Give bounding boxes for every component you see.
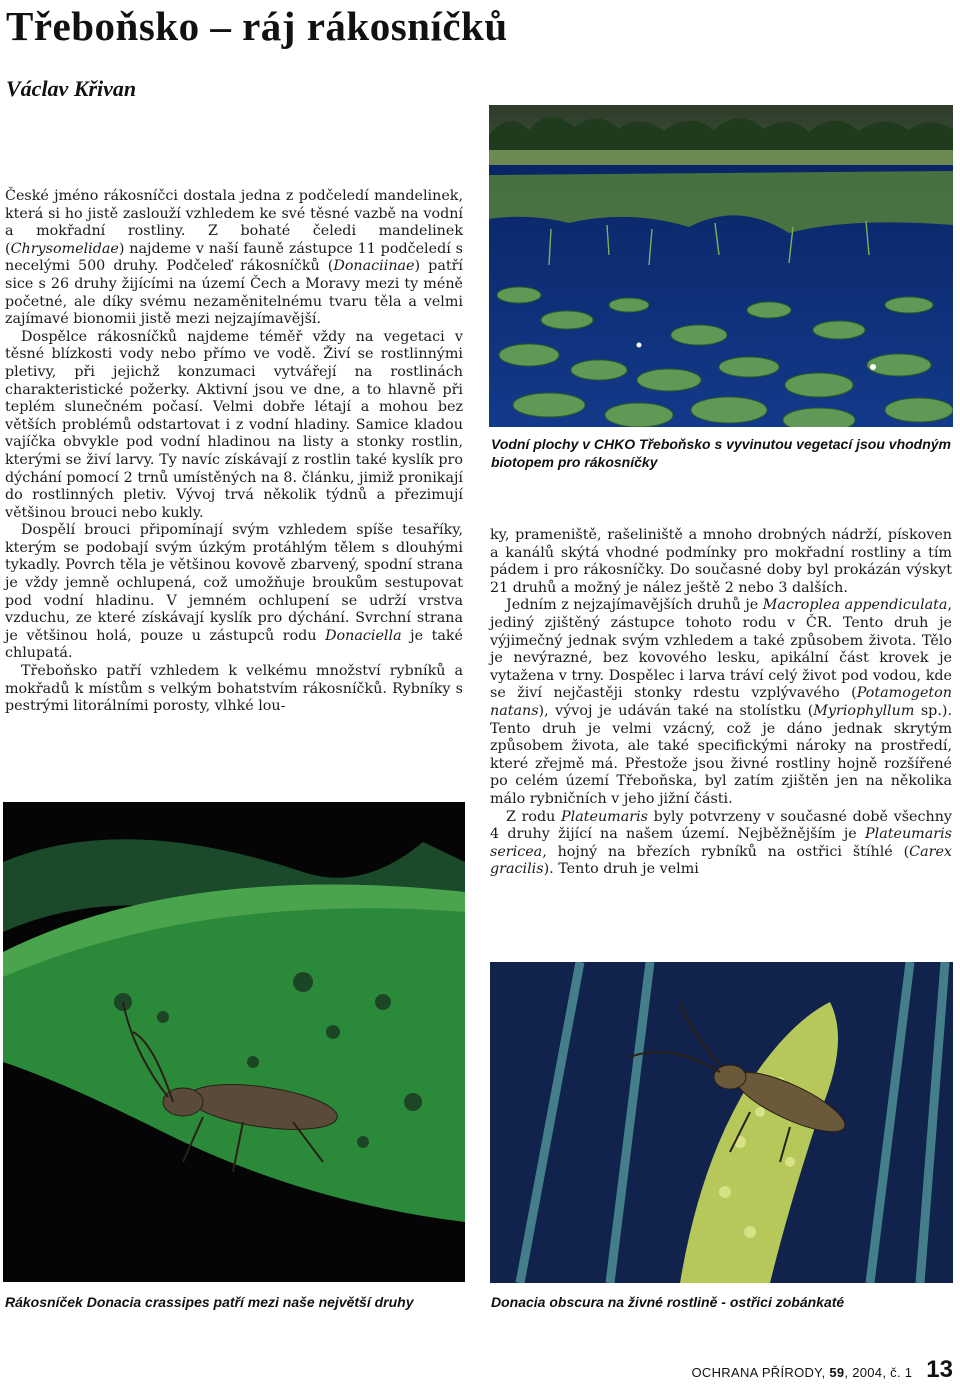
latin-name: Macroplea appendiculata (762, 597, 948, 614)
latin-name: Myriophyllum (813, 702, 915, 719)
photo-donacia-obscura (490, 962, 953, 1283)
article-paragraph: Třeboňsko patří vzhledem k velkému množství rybníků a mokřadů k místům s velkým bohatstvím rákosníčků. Rybníky s pestrými litorálními porosty, vlhké lou- (5, 663, 463, 715)
body-column-left (5, 188, 463, 716)
article-paragraph: ky, prameniště, rašeliniště a mnoho drobných nádrží, pískoven a kanálů skýtá vhodné podmínky pro mokřadní rostliny a tím pádem i pro rákosníčky. Do současné doby byl prokázán výskyt 21 druhů a možný je nález ještě 2 nebo 3 dalších. (490, 527, 952, 596)
article-paragraph: Jedním z nejzajímavějších druhů je Macroplea appendiculata, jediný zjištěný zástupce tohoto rodu v ČR. Tento druh je výjimečný jednak svým vzhledem a také způsobem života. Tělo je nevýrazné, bez kovového lesku, apikální část krovek je vytažena v trny. Dospělec i larva tráví celý život pod vodou, kde se živí nejčastěji stonky rdestu vzplývavého (Potamogeton natans), vývoj je udáván také na stolístku (Myriophyllum sp.). Tento druh je velmi vzácný, což je dáno jednak skrytým způsobem života, ale také specifickými nároky na prostředí, které zřejmě má. Přestože jsou živné rostliny hojně rozšířené po celém území Třeboňska, byl zatím zjištěn jen na několika málo rybničních v jeho jižní části. (490, 597, 952, 807)
latin-name: Plateumaris sericea (490, 826, 952, 860)
body-column-right (490, 527, 952, 879)
article-paragraph: České jméno rákosníčci dostala jedna z podčeledí mandelinek, která si ho jistě zaslouží vzhledem ke své těsné vazbě na vodní a mokřadní rostliny. Z bohaté čeledi mandelinek (Chrysomelidae) najdeme v naší fauně zástupce 11 podčeledí s necelými 500 druhy. Podčeleď rákosníčků (Donaciinae) patří sice s 26 druhy žijícími na území Čech a Moravy mezi ty méně početné, ale díky svému nezaměnitelnému tvaru těla a velmi zajímavé bionomii jistě mezi nejzajímavější. (5, 188, 463, 328)
photo-pond-landscape (489, 105, 953, 427)
latin-name: Carex gracilis (490, 843, 952, 878)
latin-name: Chrysomelidae (10, 240, 119, 257)
article-author: Václav Křivan (6, 76, 137, 101)
journal-volume: 59 (829, 1365, 845, 1380)
page-number: 13 (926, 1356, 953, 1383)
article-paragraph: Dospělí brouci připomínají svým vzhledem spíše tesaříky, kterým se podobají svým úzkým protáhlým tělem s dlouhými tykadly. Povrch těla je většinou kovově zbarvený, spodní strana je vždy jemně ochlupená, což umožňuje broukům sestupovat pod vodní hladinu. V jemném ochlupení se udrží vrstva vzduchu, ze které získávají kyslík pro dýchání. Svrchní strana je většinou holá, pouze u zástupců rodu Donaciella je také chlupatá. (5, 522, 463, 662)
journal-reference (692, 1365, 913, 1380)
caption-pond-photo: Vodní plochy v CHKO Třeboňsko s vyvinutou vegetací jsou vhodným biotopem pro rákosníčky (491, 436, 952, 470)
caption-crassipes-photo: Rákosníček Donacia crassipes patří mezi naše největší druhy (5, 1294, 414, 1310)
latin-name: Donaciinae (333, 258, 415, 275)
latin-name: Potamogeton natans (490, 685, 952, 719)
journal-name: OCHRANA PŘÍRODY, (691, 1365, 826, 1380)
photo-donacia-crassipes (3, 802, 465, 1282)
latin-name: Donaciella (325, 627, 402, 644)
article-paragraph: Dospělce rákosníčků najdeme téměř vždy na vegetaci v těsné blízkosti vody nebo přímo ve vodě. Živí se rostlinnými pletivy, při jejichž konzumaci vytvářejí na rostlinách charakteristické požerky. Aktivní jsou ve dne, a to hlavně při teplém slunečném počasí. Velmi dobře létají a mohou bez větších problémů odstartovat i z vodní hladiny. Samice kladou vajíčka obvykle pod vodní hladinou na listy a stonky rostlin, kterými se živí larvy. Ty navíc získávají z rostlin také kyslík pro dýchání pomocí 2 trnů umístěných na 8. článku, jimiž pronikají do rostlinných pletiv. Vývoj trvá několik týdnů a přezimují většinou brouci nebo kukly. (5, 328, 463, 521)
caption-obscura-photo: Donacia obscura na živné rostlině - ostřici zobánkaté (491, 1294, 845, 1310)
journal-year-issue: , 2004, č. 1 (844, 1365, 913, 1380)
latin-name: Plateumaris (561, 808, 649, 825)
page-footer (692, 1356, 953, 1384)
article-title: Třeboňsko – ráj rákosníčků (6, 3, 508, 49)
article-paragraph: Z rodu Plateumaris byly potvrzeny v současné době všechny 4 druhy žijící na našem území. Nejběžnějším je Plateumaris sericea, hojný na březích rybníků na ostřici štíhlé (Carex gracilis). Tento druh je velmi (490, 808, 952, 878)
